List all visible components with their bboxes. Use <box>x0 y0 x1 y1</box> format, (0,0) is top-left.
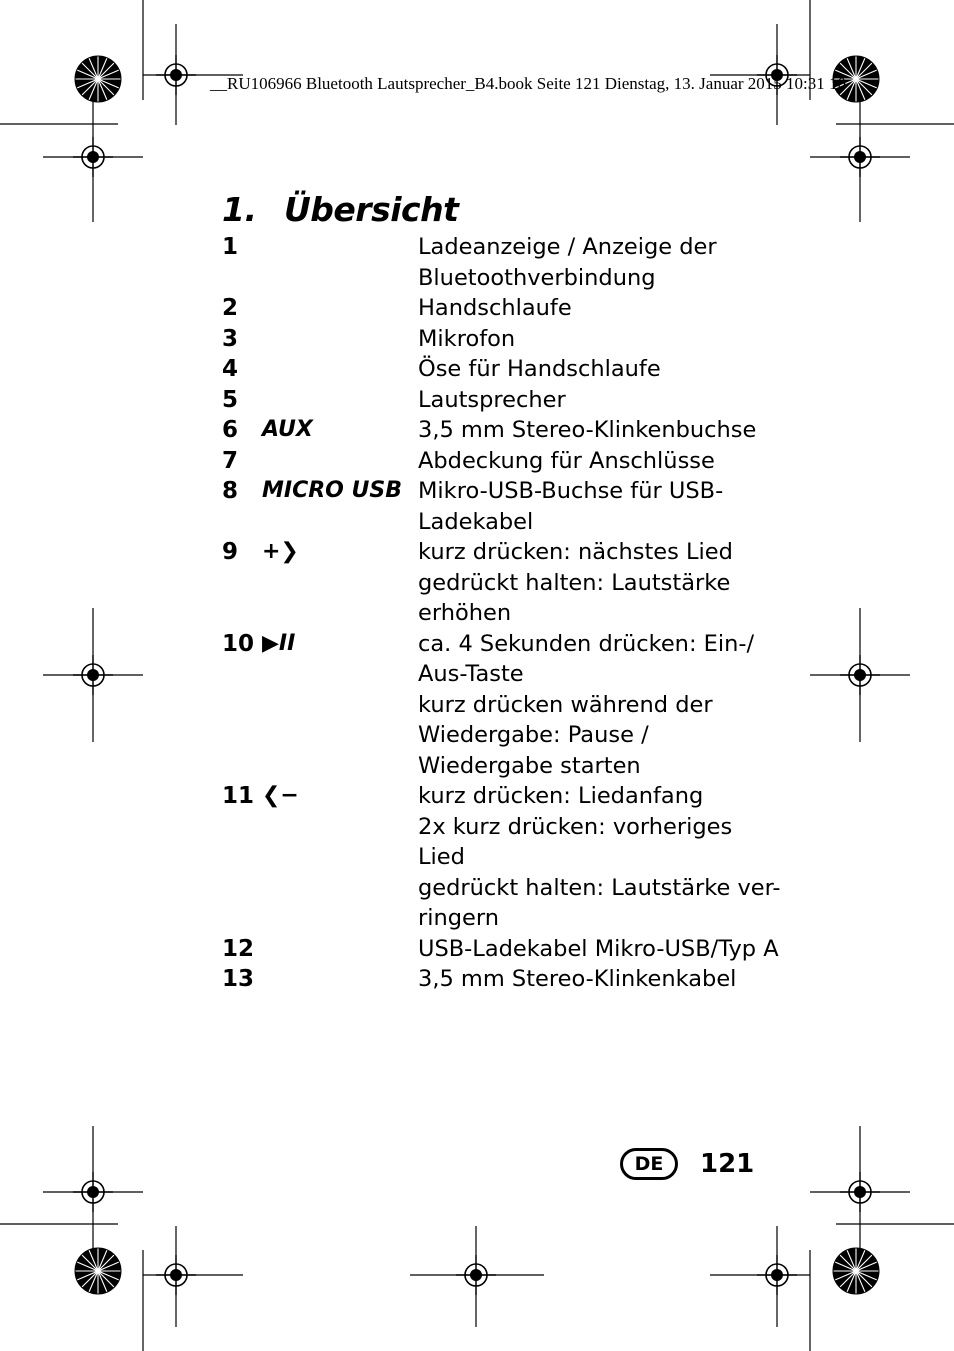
description-line: 3,5 mm Stereo-Klinkenkabel <box>418 966 737 992</box>
item-number: 2 <box>222 295 239 321</box>
page-footer <box>620 1148 754 1180</box>
list-item <box>222 385 782 416</box>
item-label: AUX <box>262 417 313 442</box>
overview-list <box>222 232 782 995</box>
item-number: 5 <box>222 386 239 413</box>
description-line: kurz drücken: nächstes Lied <box>418 539 733 565</box>
item-label <box>262 324 418 355</box>
item-label <box>262 964 418 995</box>
page-number: 121 <box>700 1149 755 1179</box>
description-line: Handschlaufe <box>418 295 572 321</box>
description-line: Öse für Handschlaufe <box>418 356 661 382</box>
page-title <box>222 190 458 229</box>
item-description <box>418 415 782 446</box>
item-description <box>418 537 782 629</box>
list-item <box>222 476 782 537</box>
item-label <box>262 446 418 477</box>
item-label <box>262 232 418 293</box>
item-description <box>418 934 782 965</box>
item-description <box>418 781 782 934</box>
item-number: 4 <box>222 356 239 382</box>
list-item <box>222 964 782 995</box>
item-number: 6 <box>222 417 239 443</box>
description-line: USB-Ladekabel Mikro-USB/Typ A <box>418 935 779 962</box>
description-line: Bluetoothverbindung <box>418 264 656 291</box>
item-number: 12 <box>222 935 255 962</box>
list-item <box>222 446 782 477</box>
list-item <box>222 354 782 385</box>
description-line: Lied <box>418 844 465 870</box>
item-description <box>418 385 782 416</box>
language-badge: DE <box>620 1148 678 1180</box>
item-number: 3 <box>222 325 239 352</box>
description-line: kurz drücken: Liedanfang <box>418 783 704 809</box>
item-number: 1 <box>222 234 239 260</box>
print-slug: __RU106966 Bluetooth Lautsprecher_B4.book Seite 121 Dienstag, 13. Januar 2015 10:31 10 <box>210 74 846 93</box>
item-number: 9 <box>222 539 239 565</box>
item-number: 10 <box>222 630 255 657</box>
description-line: Mikrofon <box>418 325 516 352</box>
list-item <box>222 934 782 965</box>
item-number: 13 <box>222 966 255 992</box>
description-line: Abdeckung für Anschlüsse <box>418 447 715 474</box>
list-item <box>222 415 782 446</box>
list-item <box>222 293 782 324</box>
description-line: Wiedergabe: Pause / <box>418 722 649 748</box>
item-label <box>262 385 418 416</box>
description-line: ringern <box>418 905 500 931</box>
description-line: gedrückt halten: Lautstärke ver- <box>418 874 781 901</box>
description-line: erhöhen <box>418 600 512 626</box>
list-item <box>222 537 782 629</box>
item-label: +❯ <box>262 539 299 564</box>
description-line: kurz drücken während der <box>418 691 713 718</box>
description-line: 2x kurz drücken: vorheriges <box>418 813 733 840</box>
item-label <box>262 934 418 965</box>
item-description <box>418 354 782 385</box>
title-text: Übersicht <box>284 190 459 229</box>
description-line: gedrückt halten: Lautstärke <box>418 569 731 596</box>
item-description <box>418 324 782 355</box>
description-line: Wiedergabe starten <box>418 752 641 779</box>
title-number: 1. <box>222 190 257 229</box>
item-number: 11 <box>222 783 255 809</box>
item-label: ▶II <box>262 630 296 656</box>
description-line: Ladeanzeige / Anzeige der <box>418 234 717 260</box>
description-line: Ladekabel <box>418 508 534 535</box>
item-label: MICRO USB <box>262 478 403 503</box>
list-item <box>222 324 782 355</box>
item-description <box>418 629 782 782</box>
description-line: Mikro-USB-Buchse für USB- <box>418 478 724 504</box>
list-item <box>222 232 782 293</box>
description-line: Lautsprecher <box>418 386 566 413</box>
item-description <box>418 293 782 324</box>
item-label <box>262 354 418 385</box>
item-number: 7 <box>222 447 239 474</box>
list-item <box>222 781 782 934</box>
list-item <box>222 629 782 782</box>
item-label <box>262 293 418 324</box>
item-description <box>418 964 782 995</box>
description-line: Aus-Taste <box>418 661 524 687</box>
description-line: 3,5 mm Stereo-Klinkenbuchse <box>418 417 757 443</box>
item-description <box>418 446 782 477</box>
item-number: 8 <box>222 478 239 504</box>
description-line: ca. 4 Sekunden drücken: Ein-/ <box>418 630 755 657</box>
item-description <box>418 476 782 537</box>
item-description <box>418 232 782 293</box>
item-label: ❮− <box>262 783 299 808</box>
